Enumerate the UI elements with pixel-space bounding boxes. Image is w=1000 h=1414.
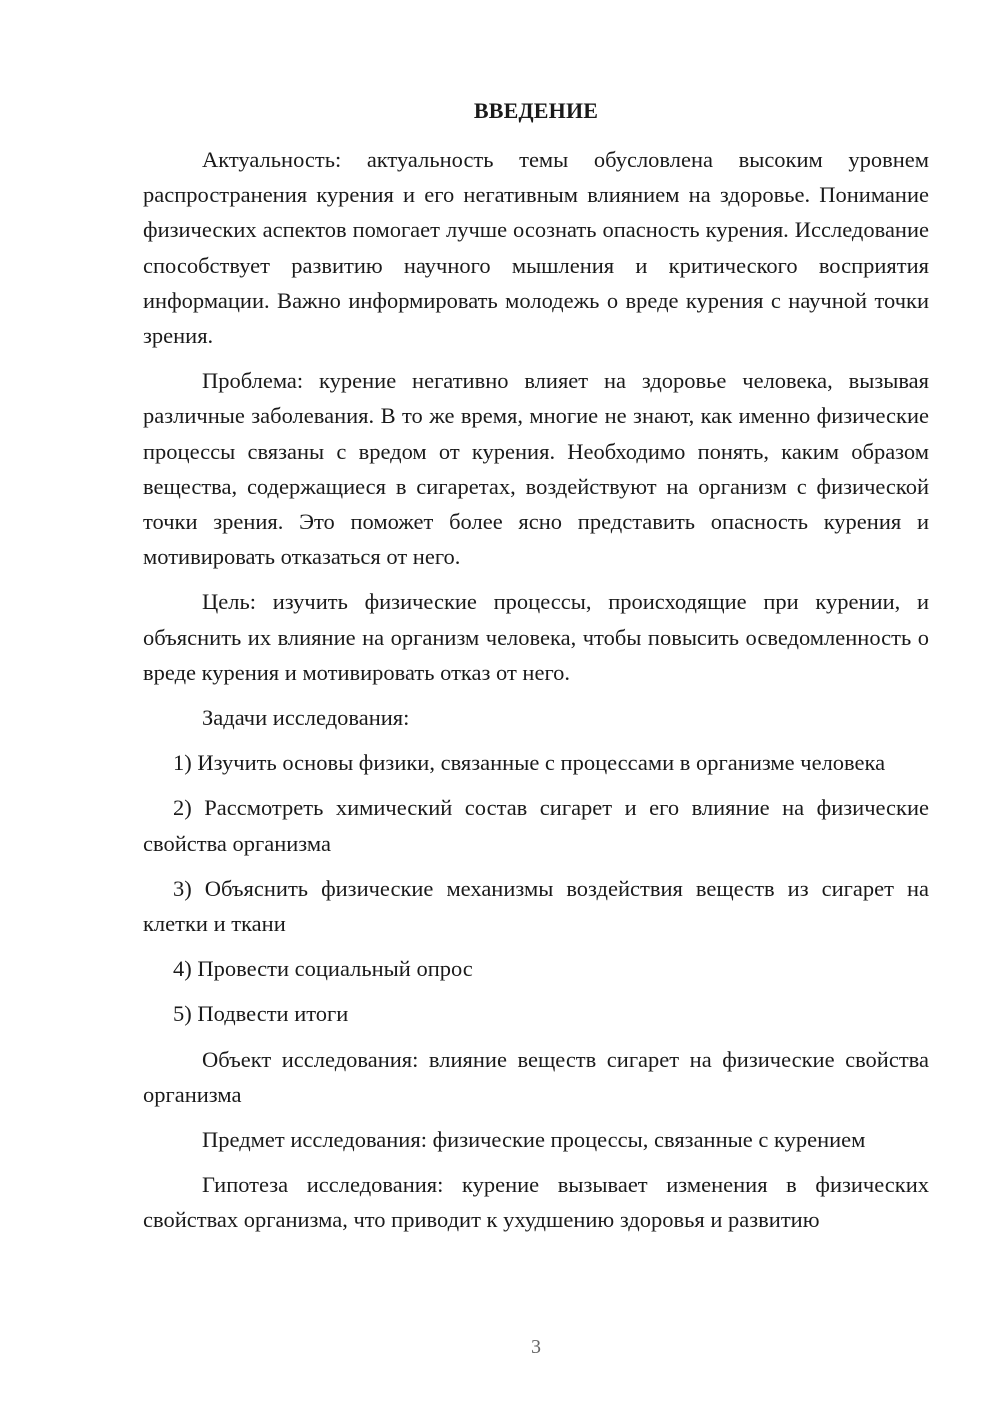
page-title: ВВЕДЕНИЕ <box>473 98 599 123</box>
task-item: 5) Подвести итоги <box>173 1001 349 1027</box>
object-paragraph: Объект исследования: влияние веществ сигарет на физические свойства организма <box>143 1046 929 1107</box>
task-item: 4) Провести социальный опрос <box>173 956 473 982</box>
document-body <box>143 142 929 1238</box>
goal-paragraph: Цель: изучить физические процессы, происходящие при курении, и объяснить их влияние на организм человека, чтобы повысить осведомленность о вреде курения и мотивировать отказ от него. <box>143 589 929 685</box>
hypothesis-paragraph: Гипотеза исследования: курение вызывает изменения в физических свойствах организма, что приводит к ухудшению здоровья и развитию <box>143 1172 929 1233</box>
problem-paragraph: Проблема: курение негативно влияет на здоровье человека, вызывая различные заболевания. В то же время, многие не знают, как именно физические процессы связаны с вредом от курения. Необходимо понять, каким образом вещества, содержащиеся в сигаретах, воздействуют на организм с физической точки зрения. Это поможет более ясно представить опасность курения и мотивировать отказаться от него. <box>143 368 929 570</box>
page-number: 3 <box>531 1336 541 1358</box>
relevance-paragraph: Актуальность: актуальность темы обусловлена высоким уровнем распространения курения и его негативным влиянием на здоровье. Понимание физических аспектов помогает лучше осознать опасность курения. Исследование способствует развитию научного мышления и критического восприятия информации. Важно информировать молодежь о вреде курения с научной точки зрения. <box>143 147 929 349</box>
task-item: 3) Объяснить физические механизмы воздействия веществ из сигарет на клетки и ткани <box>143 875 929 937</box>
tasks-heading: Задачи исследования: <box>202 705 410 731</box>
subject-paragraph: Предмет исследования: физические процессы, связанные с курением <box>202 1127 866 1153</box>
task-item: 2) Рассмотреть химический состав сигарет и его влияние на физические свойства организма <box>143 795 929 856</box>
task-item: 1) Изучить основы физики, связанные с процессами в организме человека <box>173 750 886 776</box>
